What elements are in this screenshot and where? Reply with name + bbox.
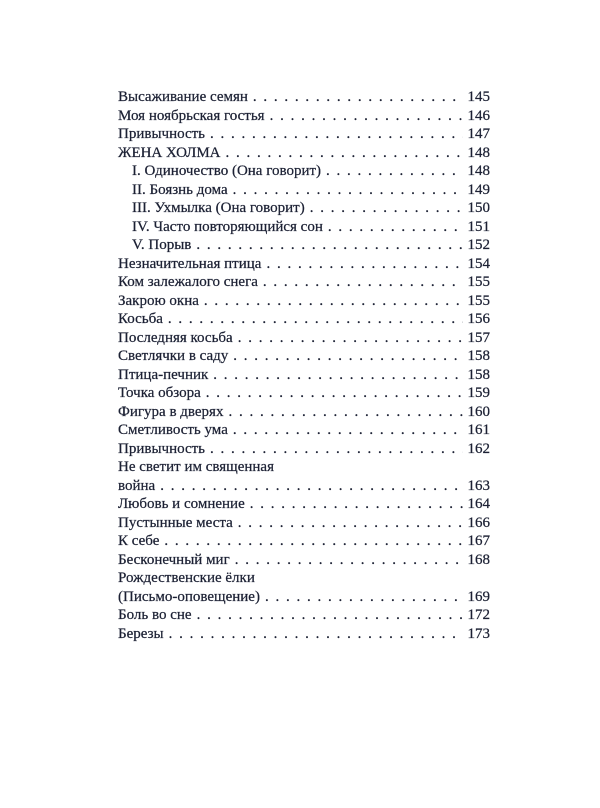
toc-entry — [118, 236, 490, 255]
toc-entry — [118, 144, 490, 163]
toc-entry-title: война — [118, 477, 156, 494]
toc-entry-page: 155 — [467, 274, 490, 290]
toc-entry — [118, 107, 490, 126]
toc-entry-title: Ком залежалого снега — [118, 274, 258, 290]
toc-entry-page: 161 — [467, 422, 490, 438]
toc-entry-page: 157 — [467, 329, 490, 346]
toc-entry-page: 163 — [467, 477, 490, 494]
toc-entry-title: V. Порыв — [132, 237, 192, 253]
dot-leader — [197, 606, 463, 625]
toc-entry-title: Птица-печник — [118, 366, 209, 383]
toc-entry — [118, 366, 490, 385]
toc-entry — [118, 273, 490, 292]
dot-leader — [326, 162, 463, 181]
toc-entry-page: 155 — [467, 292, 490, 309]
toc-entry-title: IV. Часто повторяющийся сон — [132, 218, 323, 235]
toc-entry-title: ЖЕНА ХОЛМА — [118, 144, 221, 161]
toc-entry — [118, 551, 490, 570]
toc-entry — [118, 514, 490, 533]
toc-entry — [118, 532, 490, 551]
toc-entry-title: Высаживание семян — [118, 89, 248, 105]
toc-entry-page: 162 — [467, 440, 490, 457]
dot-leader — [238, 514, 463, 533]
toc-entry — [118, 606, 490, 625]
toc-entry-page: 146 — [467, 107, 490, 124]
dot-leader — [204, 292, 463, 311]
dot-leader — [250, 495, 463, 514]
toc-entry-page: 150 — [467, 200, 490, 216]
toc-entry-page: 151 — [467, 218, 490, 235]
toc-entry-title: Сметливость ума — [118, 422, 228, 438]
toc-entry-page: 173 — [467, 625, 490, 642]
dot-leader — [266, 255, 463, 274]
toc-entry-page: 156 — [467, 311, 490, 327]
toc-entry-title: К себе — [118, 533, 160, 549]
toc-entry-title: Фигура в дверях — [118, 403, 224, 420]
toc-entry-page: 149 — [467, 181, 490, 198]
dot-leader — [233, 421, 463, 440]
dot-leader — [226, 144, 463, 163]
toc-entry — [118, 403, 490, 422]
toc-entry-title: Точка обзора — [118, 385, 201, 401]
toc-entry-title: Пустынные места — [118, 514, 233, 531]
dot-leader — [263, 273, 463, 292]
toc-entry — [118, 458, 490, 477]
toc-entry — [118, 477, 490, 496]
toc-entry — [118, 162, 490, 181]
toc-entry — [118, 199, 490, 218]
toc-entry — [118, 125, 490, 144]
toc-entry — [118, 329, 490, 348]
toc-entry-page: 172 — [467, 607, 490, 623]
toc-entry — [118, 588, 490, 607]
dot-leader — [164, 532, 463, 551]
toc-entry-page: 158 — [467, 348, 490, 364]
toc-entry-title: Светлячки в саду — [118, 348, 229, 364]
toc-entry-title: Привычность — [118, 126, 206, 142]
dot-leader — [310, 199, 463, 218]
dot-leader — [210, 440, 463, 459]
dot-leader — [213, 366, 463, 385]
toc-entry-title: Березы — [118, 625, 164, 642]
toc-entry-title: III. Ухмылка (Она говорит) — [132, 200, 305, 216]
dot-leader — [270, 107, 463, 126]
toc-entry-title: Привычность — [118, 440, 206, 457]
toc-entry-title: Боль во сне — [118, 607, 192, 623]
toc-entry-title: II. Боязнь дома — [132, 181, 228, 198]
toc-entry-page: 160 — [467, 403, 490, 420]
toc-entry-page: 169 — [467, 588, 490, 605]
toc-entry — [118, 218, 490, 237]
dot-leader — [328, 218, 463, 237]
toc-entry — [118, 625, 490, 644]
toc-entry — [118, 347, 490, 366]
dot-leader — [238, 329, 463, 348]
dot-leader — [168, 310, 463, 329]
toc-entry-title: Закрою окна — [118, 292, 199, 309]
toc-entry — [118, 495, 490, 514]
toc-entry-title: Не светит им священная — [118, 459, 274, 475]
toc-entry-title: (Письмо-оповещение) — [118, 588, 260, 605]
toc-entry-page: 168 — [467, 551, 490, 568]
toc-entry-page: 147 — [467, 126, 490, 142]
toc-entry — [118, 255, 490, 274]
toc-entry-title: Последняя косьба — [118, 329, 233, 346]
dot-leader — [235, 551, 463, 570]
toc-entry — [118, 440, 490, 459]
toc-entry-title: Незначительная птица — [118, 255, 262, 272]
toc-entry-page: 158 — [467, 366, 490, 383]
dot-leader — [253, 88, 463, 107]
toc-entry-title: Рождественские ёлки — [118, 570, 255, 586]
toc-entry-title: Косьба — [118, 311, 163, 327]
toc-entry-page: 166 — [467, 514, 490, 531]
dot-leader — [233, 181, 463, 200]
toc-entry-page: 148 — [467, 163, 490, 179]
toc-entry-title: Моя ноябрьская гостья — [118, 107, 265, 124]
toc-entry-title: Любовь и сомнение — [118, 496, 245, 512]
toc-entry-page: 148 — [467, 144, 490, 161]
toc-entry-page: 145 — [467, 89, 490, 105]
dot-leader — [233, 347, 463, 366]
toc-entry — [118, 310, 490, 329]
toc-entry — [118, 384, 490, 403]
table-of-contents — [118, 88, 490, 643]
dot-leader — [196, 236, 463, 255]
dot-leader — [210, 125, 463, 144]
dot-leader — [169, 625, 463, 644]
toc-entry-page: 159 — [467, 385, 490, 401]
toc-entry-title: Бесконечный миг — [118, 551, 230, 568]
toc-entry — [118, 421, 490, 440]
toc-entry — [118, 569, 490, 588]
toc-entry-title: I. Одиночество (Она говорит) — [132, 163, 322, 179]
dot-leader — [206, 384, 463, 403]
dot-leader — [265, 588, 463, 607]
dot-leader — [160, 477, 463, 496]
toc-entry-page: 164 — [467, 496, 490, 512]
toc-entry — [118, 88, 490, 107]
toc-entry-page: 154 — [467, 255, 490, 272]
toc-entry-page: 167 — [467, 533, 490, 549]
toc-entry — [118, 181, 490, 200]
toc-entry — [118, 292, 490, 311]
dot-leader — [228, 403, 463, 422]
toc-entry-page: 152 — [467, 237, 490, 253]
